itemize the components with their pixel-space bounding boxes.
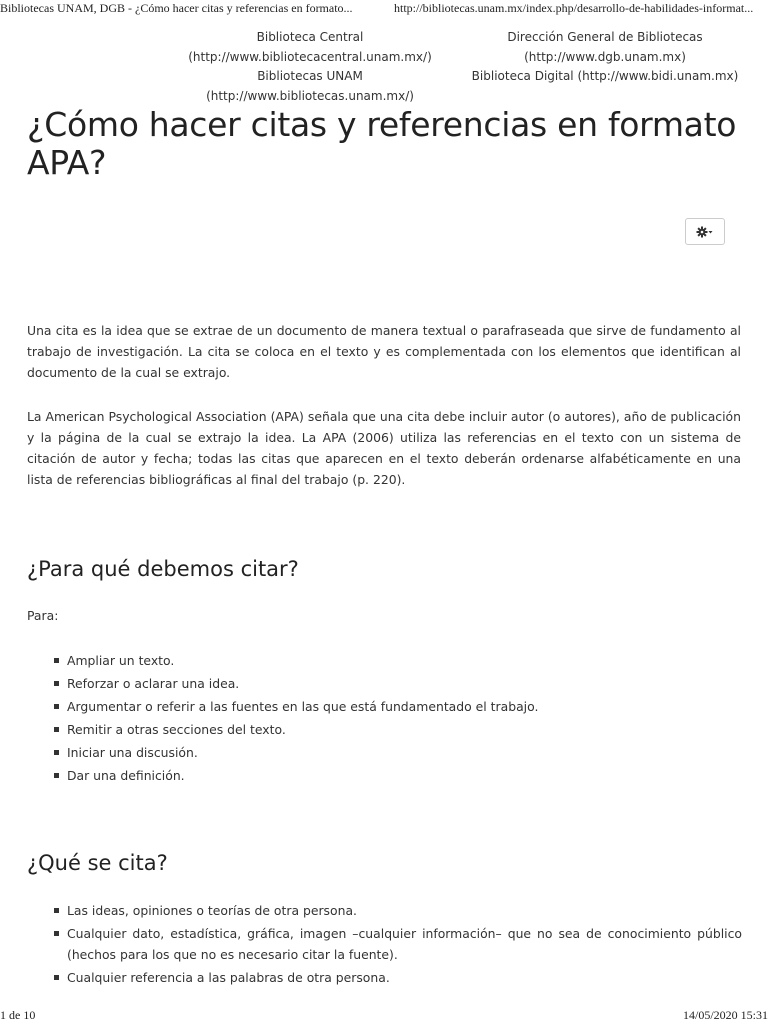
link-bibliotecas-unam[interactable] [150,67,470,106]
list-item: Ampliar un texto. [54,650,742,671]
list-item: Iniciar una discusión. [54,742,742,763]
reasons-list [54,650,742,788]
link-name: Bibliotecas UNAM [257,69,363,83]
link-dgb[interactable] [455,28,755,67]
link-name: Biblioteca Central [256,30,364,44]
print-datetime: 14/05/2020 15:31 [682,1008,768,1022]
page-title: ¿Cómo hacer citas y referencias en formato APA? [27,105,737,182]
link-url: (http://www.dgb.unam.mx) [524,49,686,64]
list-item: Dar una definición. [54,765,742,786]
chevron-down-icon [709,231,713,234]
tools-dropdown-button[interactable] [685,218,725,245]
gear-icon [696,226,714,238]
link-url: (http://www.bibliotecacentral.unam.mx/) [188,49,432,64]
section-heading-que-se-cita: ¿Qué se cita? [27,851,168,875]
section-heading-para-que: ¿Para qué debemos citar? [27,557,299,581]
list-item: Argumentar o referir a las fuentes en las que está fundamentado el trabajo. [54,696,742,717]
print-header [0,0,768,18]
list-item: Remitir a otras secciones del texto. [54,719,742,740]
list-item: Las ideas, opiniones o teorías de otra persona. [54,900,742,921]
list-item: Cualquier dato, estadística, gráfica, imagen –cualquier información– que no sea de conocimiento público (hechos para los que no es necesario citar la fuente). [54,923,742,965]
link-url: Biblioteca Digital (http://www.bidi.unam.mx) [471,69,739,83]
intro-paragraph-2: La American Psychological Association (APA) señala que una cita debe incluir autor (o autores), año de publicación y la página de la cual se extrajo la idea. La APA (2006) utiliza las referencias en el texto con un sistema de citación de autor y fecha; todas las citas que aparecen en el texto deberán ordenarse alfabéticamente en una lista de referencias bibliográficas al final del trabajo (p. 220). [27,409,741,487]
what-to-cite-list [54,900,742,990]
section-label: Para: [27,608,59,623]
page-number: 1 de 10 [0,1008,36,1022]
intro-paragraph-1: Una cita es la idea que se extrae de un documento de manera textual o parafraseada que sirve de fundamento al trabajo de investigación. La cita se coloca en el texto y es complementada con los elementos que identifican al documento de la cual se extrajo. [27,323,741,380]
link-biblioteca-digital[interactable] [455,67,755,87]
link-biblioteca-central[interactable] [150,28,470,67]
link-url: (http://www.bibliotecas.unam.mx/) [206,88,414,103]
print-header-title: Bibliotecas UNAM, DGB - ¿Cómo hacer citas y referencias en formato... [0,1,353,15]
print-footer [0,1007,768,1024]
list-item: Cualquier referencia a las palabras de otra persona. [54,967,742,988]
link-name: Dirección General de Bibliotecas [507,30,703,44]
list-item: Reforzar o aclarar una idea. [54,673,742,694]
print-header-url: http://bibliotecas.unam.mx/index.php/desarrollo-de-habilidades-informat... [394,1,754,15]
